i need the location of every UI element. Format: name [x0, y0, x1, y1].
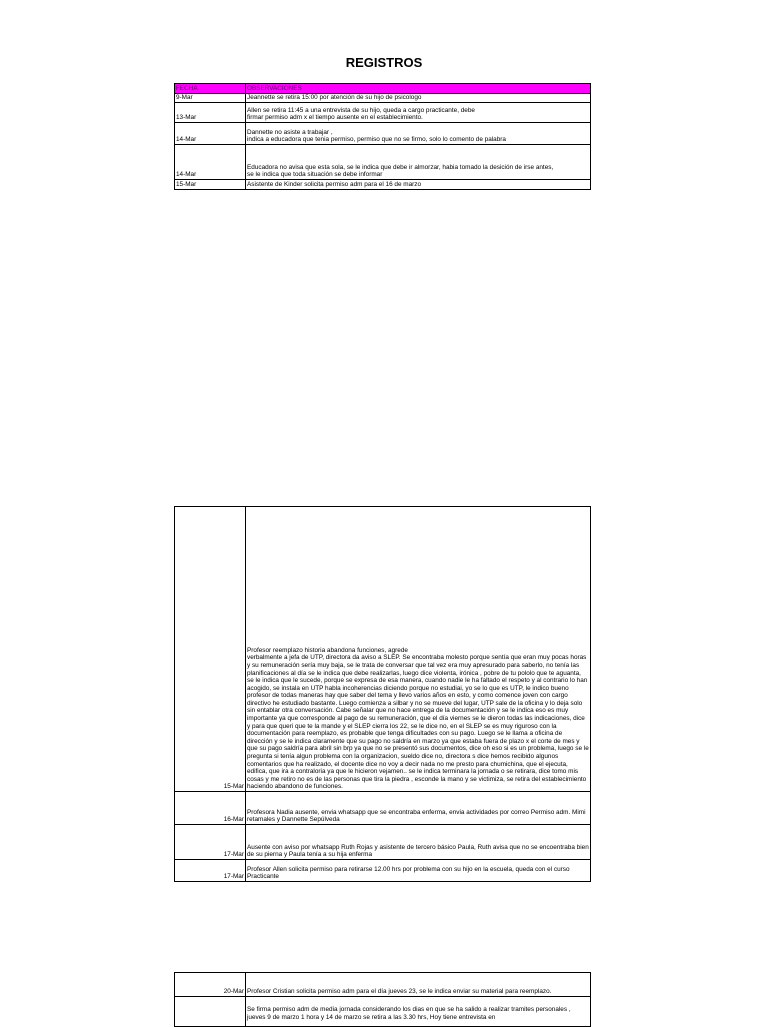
header-observaciones: OBSERVACIONES: [246, 84, 591, 94]
row-observation: Dannette no asiste a trabajar , indica a educadora que tenia permiso, permiso que no se firmo, solo lo comento de palabra: [246, 123, 591, 145]
row-observation: Allen se retira 11:45 a una entrevista de su hijo, queda a cargo practicante, debe firmar permiso adm x el tiempo ausente en el establecimiento.: [246, 103, 591, 123]
table-row: [175, 103, 591, 123]
row-date: 9-Mar: [175, 94, 246, 103]
table-row: [175, 973, 591, 997]
row-date: 14-Mar: [175, 145, 246, 180]
table-row: [175, 123, 591, 145]
registros-table-continued: [174, 506, 591, 882]
row-date: 15-Mar: [175, 180, 246, 190]
row-observation: Profesora Nadia ausente, envia whatsapp que se encontraba enferma, envia actividades por correo Permiso adm. Mimi retamales y Dannette Sepúlveda: [246, 792, 591, 825]
table-row: [175, 997, 591, 1027]
table-row: [175, 180, 591, 190]
row-observation: Educadora no avisa que esta sola, se le indica que debe ir almorzar, habia tomado la desición de irse antes, se le indica que toda situación se debe informar: [246, 145, 591, 180]
row-date: 17-Mar: [175, 825, 246, 860]
row-observation: Asistente de Kinder solicita permiso adm para el 16 de marzo: [246, 180, 591, 190]
row-observation: Profesor Cristian solicita permiso adm para el día jueves 23, se le indica enviar su material para reemplazo.: [246, 973, 591, 997]
table-row: [175, 792, 591, 825]
row-observation: Ausente con aviso por whatsapp Ruth Rojas y asistente de tercero básico Paula, Ruth avisa que no se encoentraba bien de su pierna y Paula tenía a su hija enferma: [246, 825, 591, 860]
table-row: [175, 825, 591, 860]
table-row: [175, 860, 591, 882]
row-date: [175, 997, 246, 1027]
table-row: [175, 507, 591, 792]
row-observation: Se firma permiso adm de media jornada considerando los dias en que se ha salido a realizar tramites personales , jueves 9 de marzo 1 hora y 14 de marzo se retira a las 3.30 hrs, Hoy tiene entrevista en: [246, 997, 591, 1027]
table-header: [175, 84, 591, 94]
row-observation: Profesor reemplazo historia abandona funciones, agrede verbalmente a jefa de UTP, directora da aviso a SLEP. Se encontraba molesto porque sentía que eran muy pocas horas y su remuneración sería muy baja, se le trata de conversar que tal vez era muy apresurado para saberlo, no tenía las planificaciones al día se le indica que debe realizarlas, luego dice violenta, irónica , pobre de tu pololo que te aguanta, se le indica que le sucede, porque se expresa de esa manera, cuando nadie le ha faltado el respeto y al contrario lo han acogido, se instala en UTP habla incoherencias diciendo porque no estudiai, yo se lo que es UTP, le indico bueno profesor de todas maneras hay que saber del tema y llevo varios años en esto, y como comence joven con cargo directivo he estudiado bastante. Luego comienza a silbar y no se mueve del lugar, UTP sale de la oficina y lo deja solo sin entablar otra conversación. Cabe señalar que no hace entrega de la documentación y se le indica eso es muy importante ya que corresponde al pago de su remuneración, que el día viernes se le dieron todas las indicaciones, dice y para que queri que te la mande y el SLEP cierra los 22, se le dice no, en el SLEP se es muy riguroso con la documentación para reemplazo, es probable que tenga dificultades con su pago. Luego se le llama a oficina de dirección y se le indica claramente que su pago no saldría en marzo ya que estaba fuera de plazo x el corte de mes y que su pago saldría para abril sin brp ya que no se presentó sus documentos, dice oh eso si es un problema, luego se le pregunta si tenía algun problema con la organizacion, sueldo dice no, directora s dice hemos recibido algunos comentarios que ha realizado, el docente dice no voy a decir nada no me presto para chumichina, que el ejecuta, edifica, que ira a contraloria ya que le hicieron vejamen.. se le indica terminara la jornada o se retirara, dice tomo mis cosas y me retiro no es de las personas que tira la piedra , esconde la mano y se victimiza, se retira del establecimiento haciendo abandono de funciones.: [246, 507, 591, 792]
registros-table-page2: [174, 972, 591, 1027]
row-date: 17-Mar: [175, 860, 246, 882]
table-row: [175, 145, 591, 180]
row-date: 20-Mar: [175, 973, 246, 997]
row-observation: Profesor Allen solicita permiso para retirarse 12.00 hrs por problema con su hijo en la escuela, queda con el curso Practicante: [246, 860, 591, 882]
row-date: 16-Mar: [175, 792, 246, 825]
header-fecha: FECHA: [175, 84, 246, 94]
page-title: REGISTROS: [345, 55, 423, 70]
row-date: 15-Mar: [175, 507, 246, 792]
registros-table: [174, 83, 591, 190]
row-date: 13-Mar: [175, 103, 246, 123]
table-row: [175, 94, 591, 103]
row-date: 14-Mar: [175, 123, 246, 145]
row-observation: Jeannette se retira 15:00 por atención de su hijo de psicologo: [246, 94, 591, 103]
